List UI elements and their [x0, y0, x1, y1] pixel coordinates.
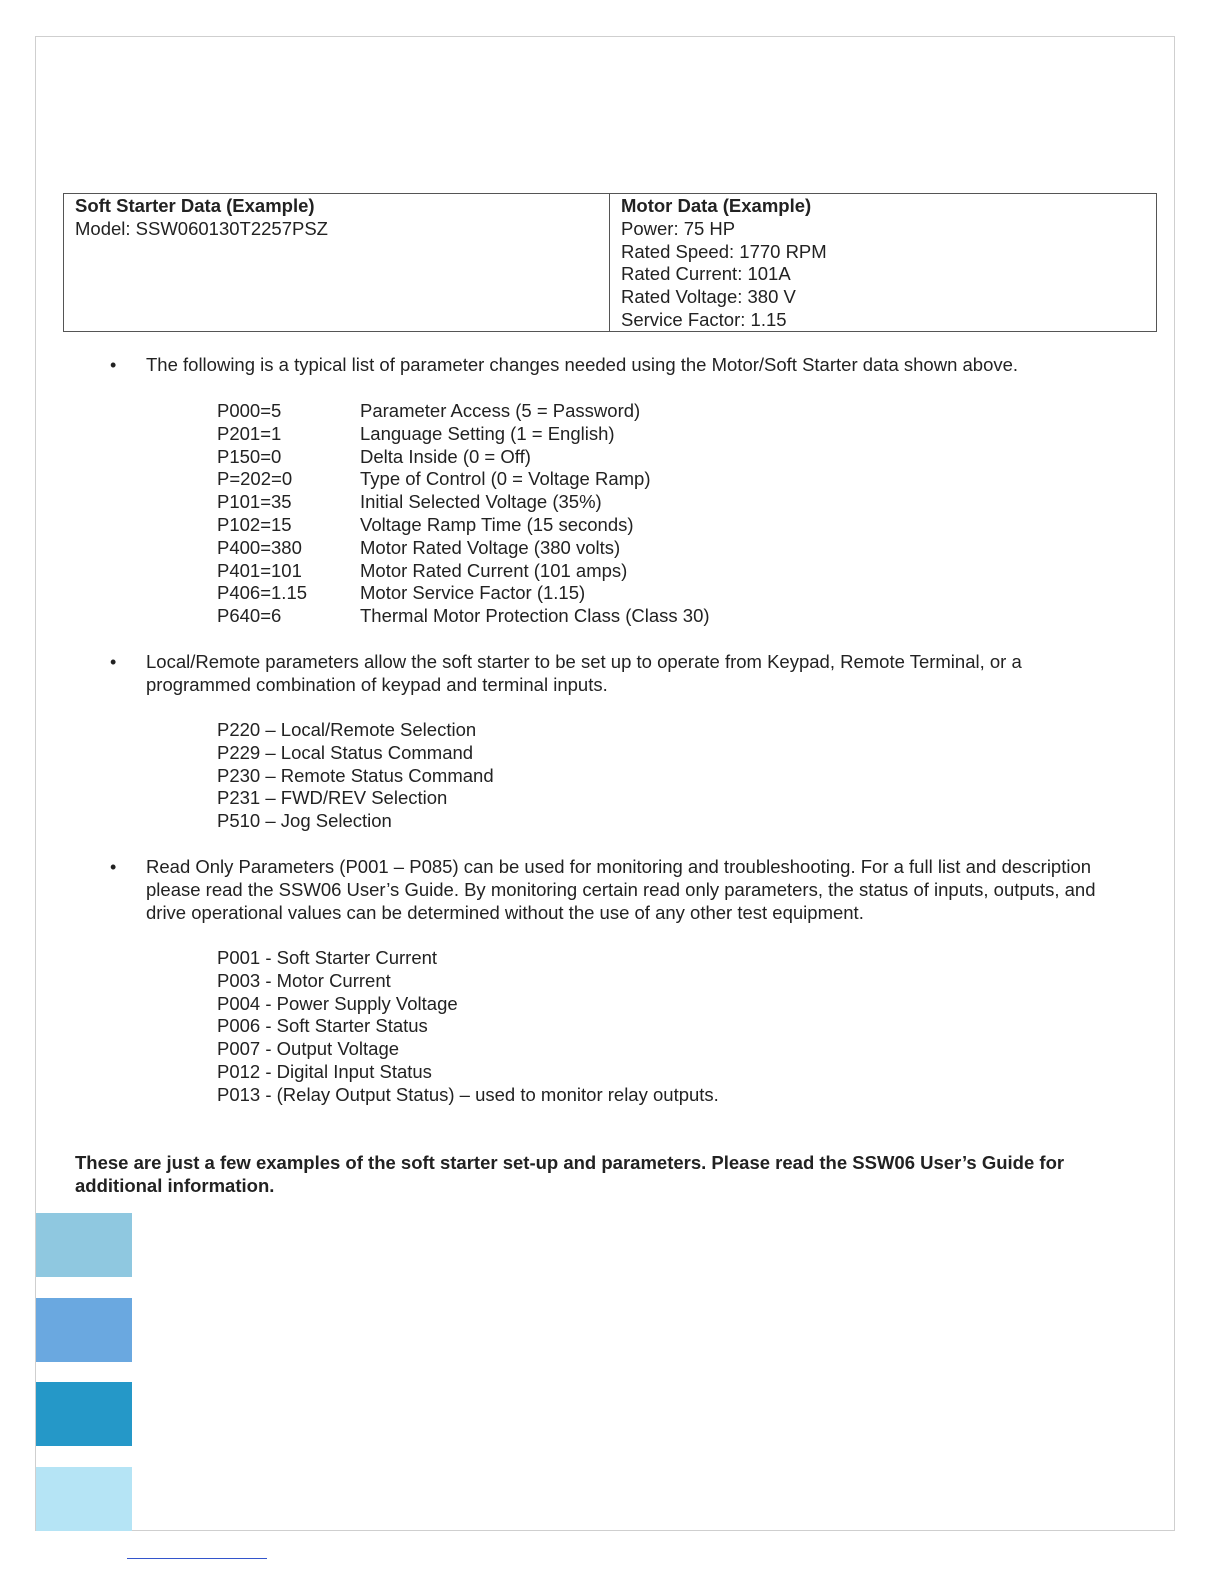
example-data-table	[63, 193, 1157, 332]
list-item: P003 - Motor Current	[217, 969, 391, 991]
motor-rated-current: Rated Current: 101A	[621, 263, 791, 285]
closing-note: These are just a few examples of the soft starter set-up and parameters. Please read the SSW06 User’s Guide for additional information.	[75, 1152, 1065, 1196]
bullet-icon: •	[110, 857, 117, 877]
param-desc: Voltage Ramp Time (15 seconds)	[360, 513, 634, 535]
soft-starter-model: Model: SSW060130T2257PSZ	[75, 217, 328, 239]
motor-rated-speed: Rated Speed: 1770 RPM	[621, 240, 827, 262]
section1-text: The following is a typical list of parameter changes needed using the Motor/Soft Starter data shown above.	[146, 354, 1019, 375]
list-item: P229 – Local Status Command	[217, 741, 474, 763]
list-item: P004 - Power Supply Voltage	[217, 992, 458, 1014]
param-row	[217, 560, 710, 583]
param-code: P150=0	[217, 445, 282, 467]
param-row	[217, 468, 710, 491]
param-desc: Motor Rated Current (101 amps)	[360, 559, 628, 581]
param-code: P401=101	[217, 559, 302, 581]
param-desc: Language Setting (1 = English)	[360, 422, 615, 444]
read-only-param-list	[217, 947, 719, 1107]
side-color-block	[36, 1467, 132, 1531]
bullet-icon: •	[110, 355, 117, 375]
list-item: P230 – Remote Status Command	[217, 764, 494, 786]
list-item: P013 - (Relay Output Status) – used to monitor relay outputs.	[217, 1083, 719, 1105]
motor-service-factor: Service Factor: 1.15	[621, 308, 787, 330]
param-code: P400=380	[217, 536, 302, 558]
param-desc: Parameter Access (5 = Password)	[360, 400, 641, 421]
param-desc: Delta Inside (0 = Off)	[360, 445, 531, 467]
param-code: P201=1	[217, 422, 282, 444]
param-row	[217, 423, 710, 446]
param-desc: Motor Service Factor (1.15)	[360, 582, 586, 604]
param-row	[217, 446, 710, 469]
side-color-block	[36, 1213, 132, 1277]
param-desc: Initial Selected Voltage (35%)	[360, 491, 602, 513]
param-row	[217, 514, 710, 537]
section2-text: Local/Remote parameters allow the soft starter to be set up to operate from Keypad, Remote Terminal, or a programmed combination of keypad and terminal inputs.	[146, 651, 1022, 695]
param-desc: Motor Rated Voltage (380 volts)	[360, 536, 621, 558]
soft-starter-data-cell	[64, 194, 610, 331]
list-item: P510 – Jog Selection	[217, 810, 392, 832]
param-code: P640=6	[217, 605, 282, 627]
list-item: P220 – Local/Remote Selection	[217, 719, 477, 740]
motor-power: Power: 75 HP	[621, 217, 736, 239]
list-item: P007 - Output Voltage	[217, 1038, 400, 1060]
param-desc: Thermal Motor Protection Class (Class 30)	[360, 605, 710, 627]
list-item: P231 – FWD/REV Selection	[217, 787, 448, 809]
param-code: P000=5	[217, 400, 282, 421]
side-color-block	[36, 1382, 132, 1446]
param-row	[217, 400, 710, 423]
param-row	[217, 537, 710, 560]
list-item: P001 - Soft Starter Current	[217, 947, 438, 968]
param-code: P=202=0	[217, 468, 293, 490]
param-row	[217, 491, 710, 514]
param-desc: Type of Control (0 = Voltage Ramp)	[360, 468, 651, 490]
parameter-change-list	[217, 400, 710, 628]
param-row	[217, 582, 710, 605]
motor-heading: Motor Data (Example)	[621, 195, 812, 216]
motor-rated-voltage: Rated Voltage: 380 V	[621, 286, 796, 308]
param-code: P101=35	[217, 491, 292, 513]
section3-text: Read Only Parameters (P001 – P085) can be used for monitoring and troubleshooting. For a full list and description please read the SSW06 User’s Guide. By monitoring certain read only parameters, the status of inputs, outputs, and drive operational values can be determined without the use of any other test equipment.	[146, 856, 1096, 923]
param-code: P102=15	[217, 513, 292, 535]
soft-starter-heading: Soft Starter Data (Example)	[75, 195, 315, 216]
param-row	[217, 605, 710, 628]
local-remote-param-list	[217, 719, 494, 833]
footer-rule	[127, 1558, 267, 1559]
param-code: P406=1.15	[217, 582, 308, 604]
list-item: P012 - Digital Input Status	[217, 1060, 432, 1082]
side-color-block	[36, 1298, 132, 1362]
list-item: P006 - Soft Starter Status	[217, 1015, 428, 1037]
motor-data-cell	[610, 194, 1156, 331]
bullet-icon: •	[110, 652, 117, 672]
